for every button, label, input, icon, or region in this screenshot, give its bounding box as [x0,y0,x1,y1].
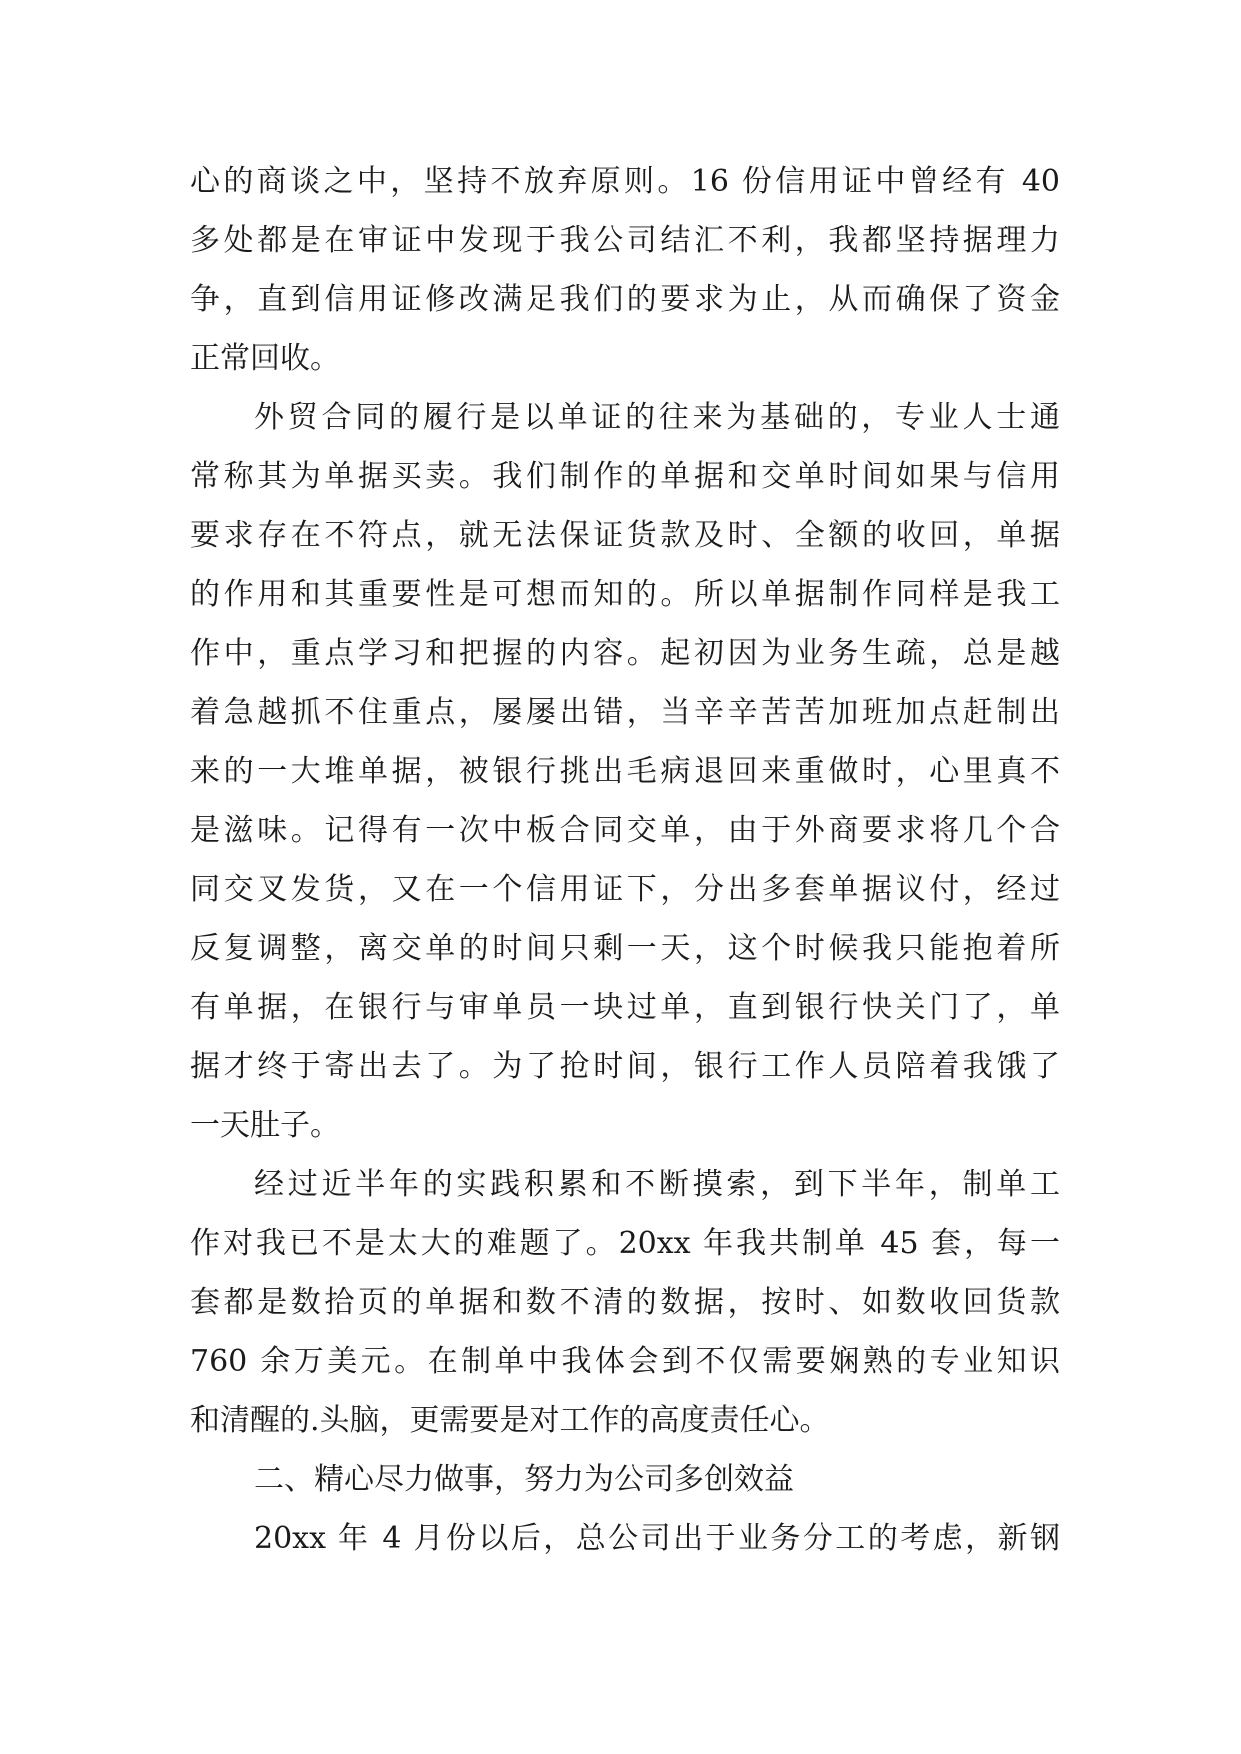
text-line: 常称其为单据买卖。我们制作的单据和交单时间如果与信用 [190,459,1060,494]
text-line: 同交叉发货，又在一个信用证下，分出多套单据议付，经过 [190,872,1060,907]
text-line: 760 余万美元。在制单中我体会到不仅需要娴熟的专业知识 [190,1344,1060,1379]
text-line: 作中，重点学习和把握的内容。起初因为业务生疏，总是越 [190,636,1060,671]
text-line: 来的一大堆单据，被银行挑出毛病退回来重做时，心里真不 [190,754,1060,789]
text-line: 作对我已不是太大的难题了。20xx 年我共制单 45 套，每一 [190,1226,1060,1261]
text-line: 着急越抓不住重点，屡屡出错，当辛辛苦苦加班加点赶制出 [190,695,1060,730]
text-line: 的作用和其重要性是可想而知的。所以单据制作同样是我工 [190,577,1060,612]
text-line: 据才终于寄出去了。为了抢时间，银行工作人员陪着我饿了 [190,1049,1060,1084]
text-line: 是滋味。记得有一次中板合同交单，由于外商要求将几个合 [190,813,1060,848]
text-line: 和清醒的.头脑，更需要是对工作的高度责任心。 [190,1403,830,1438]
text-line: 套都是数拾页的单据和数不清的数据，按时、如数收回货款 [190,1285,1060,1320]
text-line: 要求存在不符点，就无法保证货款及时、全额的收回，单据 [190,518,1060,553]
text-line: 正常回收。 [190,341,340,376]
text-line: 有单据，在银行与审单员一块过单，直到银行快关门了，单 [190,990,1060,1025]
text-line: 反复调整，离交单的时间只剩一天，这个时候我只能抱着所 [190,931,1060,966]
document-body [190,152,1060,1568]
text-line: 心的商谈之中，坚持不放弃原则。16 份信用证中曾经有 40 [190,164,1060,199]
text-line: 一天肚子。 [190,1108,340,1143]
text-line: 多处都是在审证中发现于我公司结汇不利，我都坚持据理力 [190,223,1060,258]
paragraph-first-line: 二、精心尽力做事，努力为公司多创效益 [254,1462,794,1497]
paragraph-first-line: 20xx 年 4 月份以后，总公司出于业务分工的考虑，新钢 [254,1521,1060,1556]
paragraph-first-line: 外贸合同的履行是以单证的往来为基础的，专业人士通 [254,400,1060,435]
paragraph-first-line: 经过近半年的实践积累和不断摸索，到下半年，制单工 [254,1167,1060,1202]
text-line: 争，直到信用证修改满足我们的要求为止，从而确保了资金 [190,282,1060,317]
